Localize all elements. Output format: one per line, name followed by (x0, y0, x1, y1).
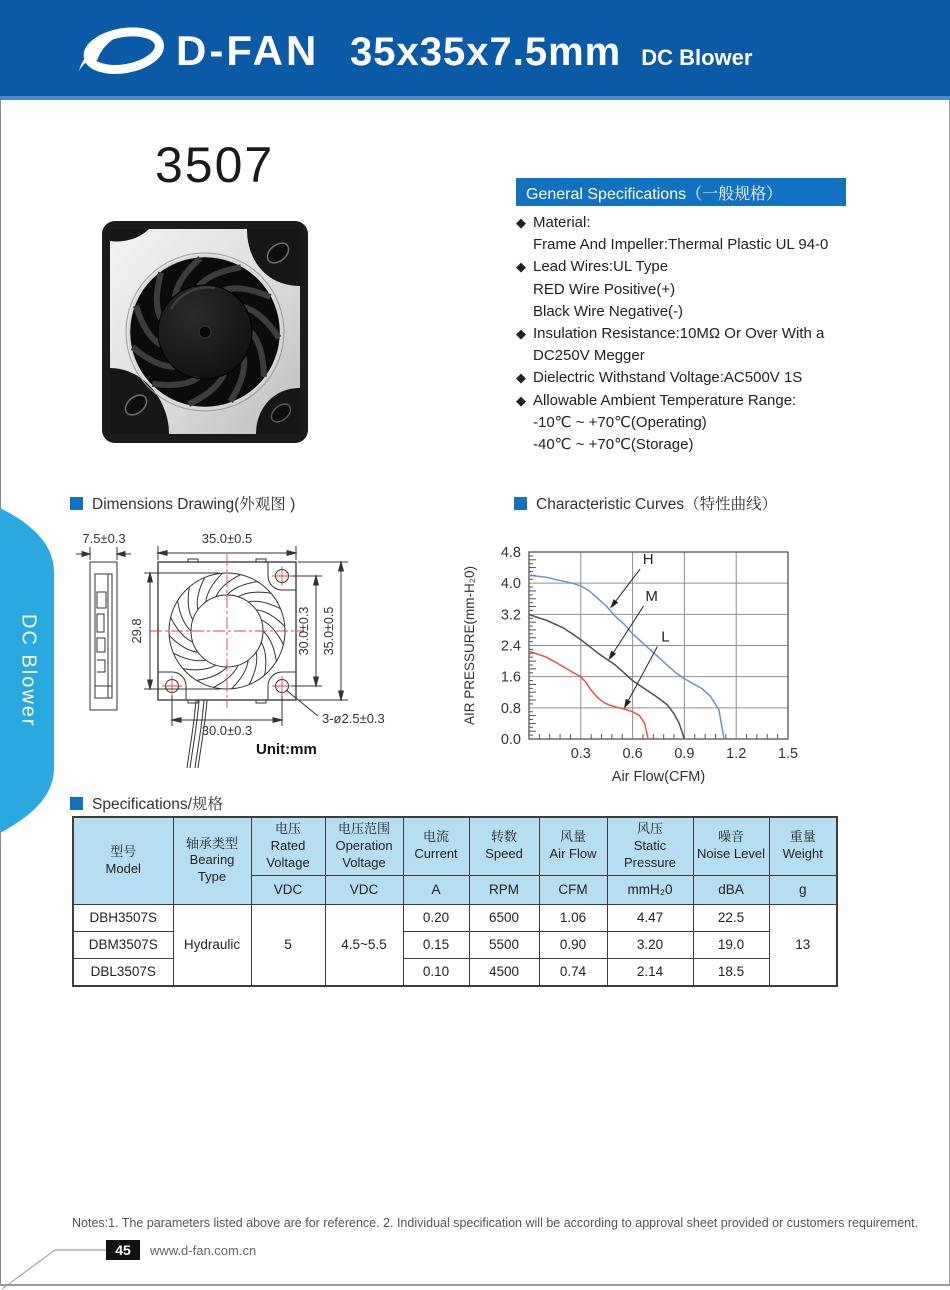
blue-square-bullet-icon (514, 497, 527, 510)
cell-model: DBL3507S (73, 958, 173, 986)
sidebar-tab (0, 498, 58, 843)
spec-item: -40℃ ~ +70℃(Storage) (533, 436, 694, 454)
cell-noise: 22.5 (693, 904, 769, 931)
dim-hole-pitch-bottom: 30.0±0.3 (201, 723, 253, 738)
col-operation-voltage: 电压范围 Operation Voltage (325, 817, 403, 875)
cell-rated-voltage: 5 (251, 904, 325, 986)
spec-table (72, 816, 838, 987)
col-model: 型号 Model (73, 817, 173, 904)
spec-item: -10℃ ~ +70℃(Operating) (533, 413, 707, 431)
blue-square-bullet-icon (70, 797, 83, 810)
cell-model: DBM3507S (73, 931, 173, 958)
svg-text:Air Flow(CFM): Air Flow(CFM) (611, 769, 706, 785)
unit-speed: RPM (469, 875, 539, 904)
col-speed: 转数 Speed (469, 817, 539, 875)
spec-table-heading: Specifications/规格 (70, 792, 223, 814)
cell-airflow: 0.74 (539, 958, 607, 986)
cell-bearing: Hydraulic (173, 904, 251, 986)
col-airflow: 风量 Air Flow (539, 817, 607, 875)
cell-speed: 4500 (469, 958, 539, 986)
dimensions-heading: Dimensions Drawing(外观图 ) (70, 492, 295, 514)
page-title: 35x35x7.5mm (350, 30, 622, 74)
dim-holes: 3-ø2.5±0.3 (322, 711, 385, 726)
svg-text:4.0: 4.0 (500, 576, 521, 593)
brand-name: D-FAN (176, 27, 320, 74)
cell-speed: 6500 (469, 904, 539, 931)
cell-weight: 13 (769, 904, 837, 986)
col-noise: 噪音 Noise Level (693, 817, 769, 875)
curve-label-M: M (645, 588, 658, 606)
spec-item: Frame And Impeller:Thermal Plastic UL 94-0 (533, 236, 829, 254)
cell-noise: 18.5 (693, 958, 769, 986)
cell-speed: 5500 (469, 931, 539, 958)
svg-text:1.5: 1.5 (777, 746, 799, 762)
unit-current: A (403, 875, 469, 904)
dimensions-drawing (70, 530, 470, 788)
curve-H (529, 575, 724, 739)
table-row (73, 904, 837, 931)
cell-pressure: 3.20 (607, 931, 693, 958)
svg-text:AIR PRESSURE(mm-H₂0): AIR PRESSURE(mm-H₂0) (462, 565, 477, 726)
spec-item: ◆ Dielectric Withstand Voltage:AC500V 1S (516, 367, 948, 389)
dim-impeller: 29.8 (129, 618, 144, 644)
svg-text:4.8: 4.8 (500, 545, 521, 561)
curve-L (529, 651, 648, 739)
unit-weight: g (769, 875, 837, 904)
spec-item: ◆ Lead Wires:UL Type (516, 256, 948, 278)
cell-current: 0.20 (403, 904, 469, 931)
svg-text:3.2: 3.2 (500, 607, 521, 624)
model-number: 3507 (155, 137, 275, 193)
diamond-bullet-icon: ◆ (516, 370, 526, 386)
spec-item: ◆ Insulation Resistance:10MΩ Or Over With a (516, 323, 948, 345)
col-weight: 重量 Weight (769, 817, 837, 875)
spec-item: ◆ Material: (516, 212, 948, 234)
page-subtitle: DC Blower (641, 45, 753, 70)
svg-text:1.2: 1.2 (726, 746, 747, 762)
unit-noise: dBA (693, 875, 769, 904)
dim-width-top: 35.0±0.5 (201, 531, 253, 546)
svg-text:0.6: 0.6 (622, 746, 643, 762)
unit-operation-voltage: VDC (325, 875, 403, 904)
cell-airflow: 1.06 (539, 904, 607, 931)
cell-current: 0.15 (403, 931, 469, 958)
brand-logo (72, 22, 319, 80)
svg-text:2.4: 2.4 (500, 638, 521, 655)
diamond-bullet-icon: ◆ (516, 392, 526, 408)
general-specs-list (516, 212, 948, 456)
spec-item: RED Wire Positive(+) (533, 280, 676, 298)
svg-text:1.6: 1.6 (500, 669, 521, 686)
svg-text:0.8: 0.8 (500, 700, 521, 717)
unit-airflow: CFM (539, 875, 607, 904)
svg-text:0.3: 0.3 (570, 746, 591, 762)
spec-item: DC250V Megger (533, 347, 645, 365)
cell-airflow: 0.90 (539, 931, 607, 958)
fan-swoosh-icon (72, 22, 172, 80)
spec-item: ◆ Allowable Ambient Temperature Range: (516, 390, 948, 412)
cell-pressure: 4.47 (607, 904, 693, 931)
characteristic-curves-chart (458, 532, 882, 794)
svg-text:0.0: 0.0 (500, 732, 521, 748)
col-bearing: 轴承类型 Bearing Type (173, 817, 251, 904)
cell-current: 0.10 (403, 958, 469, 986)
diamond-bullet-icon: ◆ (516, 326, 526, 342)
product-photo (97, 216, 319, 452)
page-number: 45 (106, 1240, 140, 1260)
blue-square-bullet-icon (70, 497, 83, 510)
spec-item: Black Wire Negative(-) (533, 302, 684, 320)
col-current: 电流 Current (403, 817, 469, 875)
diamond-bullet-icon: ◆ (516, 215, 526, 230)
page-header (0, 0, 950, 100)
unit-rated-voltage: VDC (251, 875, 325, 904)
dim-height-right: 35.0±0.5 (322, 606, 336, 656)
dim-thickness: 7.5±0.3 (82, 531, 126, 546)
cell-pressure: 2.14 (607, 958, 693, 986)
curve-label-H: H (642, 551, 654, 569)
col-pressure: 风压 Static Pressure (607, 817, 693, 875)
general-specs-heading: General Specifications（一般规格） (516, 178, 846, 206)
cell-model: DBH3507S (73, 904, 173, 931)
cell-noise: 19.0 (693, 931, 769, 958)
diamond-bullet-icon: ◆ (516, 259, 526, 275)
col-rated-voltage: 电压 Rated Voltage (251, 817, 325, 875)
cell-operation-voltage: 4.5~5.5 (325, 904, 403, 986)
notes-text: Notes:1. The parameters listed above are for reference. 2. Individual specification will be according to approval sheet provided or customers requirement. (72, 1216, 919, 1230)
website-url: www.d-fan.com.cn (150, 1243, 257, 1258)
curve-label-L: L (661, 628, 670, 646)
header-titles (350, 30, 752, 75)
dim-hole-pitch-right: 30.0±0.3 (297, 606, 311, 656)
svg-text:0.9: 0.9 (674, 746, 695, 762)
curves-heading: Characteristic Curves（特性曲线） (514, 492, 777, 514)
unit-pressure: mmH₂0 (607, 875, 693, 904)
sidebar-label: DC Blower (17, 613, 40, 728)
dim-unit: Unit:mm (256, 741, 317, 758)
